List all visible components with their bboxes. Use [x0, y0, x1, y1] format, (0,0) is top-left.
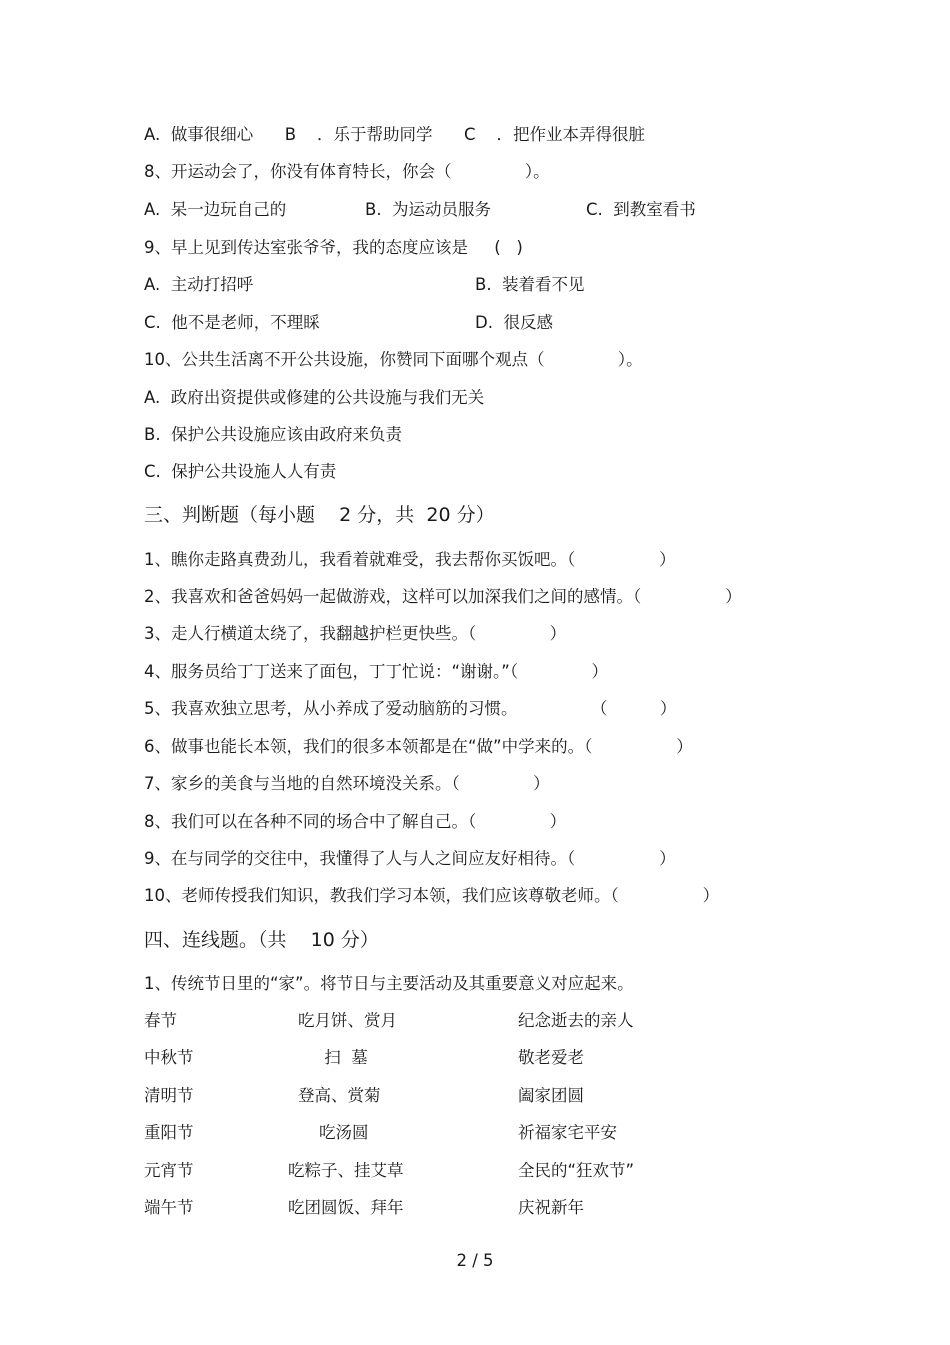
matching-question: 1、传统节日里的“家”。将节日与主要活动及其重要意义对应起来。 [144, 974, 634, 993]
meaning-cell: 纪念逝去的亲人 [518, 1011, 634, 1030]
q10-option-c: C. 保护公共设施人人有责 [144, 462, 337, 481]
activity-cell: 扫 墓 [298, 1048, 368, 1067]
activity-cell: 吃团圆饭、拜年 [288, 1198, 404, 1217]
judge-item: 4、服务员给丁丁送来了面包，丁丁忙说：“谢谢。”（ ） [144, 662, 609, 681]
q9-option-b: B. 装着看不见 [475, 275, 585, 294]
q10-option-b: B. 保护公共设施应该由政府来负责 [144, 425, 403, 444]
festival-cell: 重阳节 [144, 1123, 194, 1142]
judge-item: 3、走人行横道太绕了，我翻越护栏更快些。（ ） [144, 624, 567, 643]
judge-item: 8、我们可以在各种不同的场合中了解自己。（ ） [144, 812, 567, 831]
festival-cell: 春节 [144, 1011, 177, 1030]
meaning-cell: 全民的“狂欢节” [518, 1161, 635, 1180]
q9-stem: 9、早上见到传达室张爷爷，我的态度应该是 ( ) [144, 238, 523, 257]
q9-option-a: A. 主动打招呼 [144, 275, 254, 294]
festival-cell: 端午节 [144, 1198, 194, 1217]
section3-title: 三、判断题（每小题 2 分，共 20 分） [144, 504, 495, 526]
judge-item: 2、我喜欢和爸爸妈妈一起做游戏，这样可以加深我们之间的感情。（ ） [144, 587, 742, 606]
q9-option-d: D. 很反感 [475, 313, 553, 332]
meaning-cell: 敬老爱老 [518, 1048, 584, 1067]
judge-item: 1、瞧你走路真费劲儿，我看着就难受，我去帮你买饭吧。（ ） [144, 550, 676, 569]
q10-stem: 10、公共生活离不开公共设施，你赞同下面哪个观点（ ）。 [144, 350, 643, 369]
q8-option-b: B. 为运动员服务 [365, 200, 492, 219]
judge-item: 7、家乡的美食与当地的自然环境没关系。（ ） [144, 774, 550, 793]
q9-option-c: C. 他不是老师，不理睬 [144, 313, 320, 332]
judge-item: 10、老师传授我们知识，教我们学习本领，我们应该尊敬老师。（ ） [144, 886, 720, 905]
meaning-cell: 祈福家宅平安 [518, 1123, 617, 1142]
q8-option-c: C. 到教室看书 [586, 200, 696, 219]
q8-stem: 8、开运动会了，你没有体育特长，你会（ ）。 [144, 162, 550, 181]
activity-cell: 吃粽子、挂艾草 [288, 1161, 404, 1180]
section4-title: 四、连线题。（共 10 分） [144, 929, 379, 951]
judge-item: 6、做事也能长本领，我们的很多本领都是在“做”中学来的。（ ） [144, 737, 693, 756]
activity-cell: 吃汤圆 [298, 1123, 369, 1142]
festival-cell: 中秋节 [144, 1048, 194, 1067]
q8-option-a: A. 呆一边玩自己的 [144, 200, 287, 219]
judge-item: 5、我喜欢独立思考，从小养成了爱动脑筋的习惯。 （ ） [144, 699, 677, 718]
activity-cell: 登高、赏菊 [298, 1086, 381, 1105]
judge-item: 9、在与同学的交往中，我懂得了人与人之间应友好相待。（ ） [144, 849, 676, 868]
festival-cell: 元宵节 [144, 1161, 194, 1180]
meaning-cell: 阖家团圆 [518, 1086, 584, 1105]
page-number: 2 / 5 [456, 1251, 494, 1270]
q7-options: A. 做事很细心 B ．乐于帮助同学 C ．把作业本弄得很脏 [144, 125, 645, 144]
festival-cell: 清明节 [144, 1086, 194, 1105]
activity-cell: 吃月饼、赏月 [298, 1011, 397, 1030]
q10-option-a: A. 政府出资提供或修建的公共设施与我们无关 [144, 388, 485, 407]
meaning-cell: 庆祝新年 [518, 1198, 584, 1217]
